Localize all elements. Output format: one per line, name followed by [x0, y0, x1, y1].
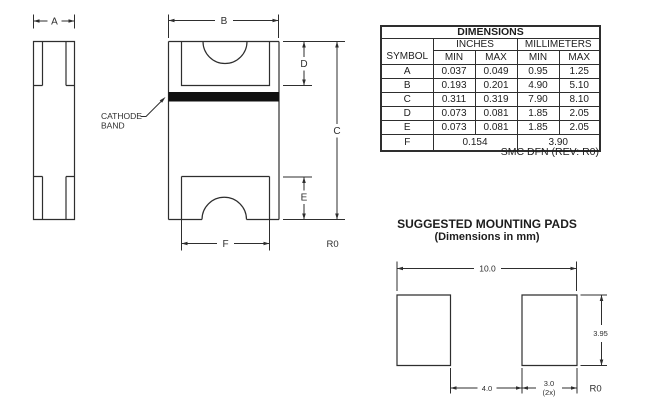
dim-f-label: F	[222, 239, 229, 250]
table-row	[381, 79, 600, 93]
dim-b-arrow-left	[169, 19, 175, 23]
mounting-pad-left	[397, 295, 451, 366]
dim-pad-height	[581, 295, 608, 366]
mounting-pads-title: SUGGESTED MOUNTING PADS	[397, 217, 577, 231]
dim-b	[169, 15, 279, 39]
mm-min-cell: 1.85	[517, 107, 559, 121]
in-min-cell: 0.037	[433, 65, 475, 79]
mm-max-cell: 2.05	[559, 107, 600, 121]
inches-value-cell: 0.154	[433, 135, 517, 152]
cathode-band-leader-line	[141, 99, 164, 117]
dim-pad-gap-arrow-right	[516, 386, 522, 390]
dim-c-arrow-down	[335, 214, 339, 220]
dim-d-arrow-down	[302, 80, 306, 86]
dim-pad-gap-arrow-left	[451, 386, 457, 390]
side-view-outline	[34, 42, 75, 220]
cathode-band-callout	[101, 97, 166, 131]
mounting-pad-right	[522, 295, 577, 366]
top-view	[101, 15, 345, 251]
dim-d-label: D	[300, 59, 308, 70]
inches-max-header: MAX	[475, 51, 517, 65]
symbol-cell: A	[381, 65, 433, 79]
in-max-cell: 0.201	[475, 79, 517, 93]
bottom-terminal-pad	[182, 177, 270, 220]
mm-min-cell: 0.95	[517, 65, 559, 79]
symbol-cell: E	[381, 121, 433, 135]
mm-min-cell: 4.90	[517, 79, 559, 93]
millimeters-header: MILLIMETERS	[517, 39, 600, 51]
dim-overall-width-arrow-right	[571, 267, 577, 271]
dim-e	[283, 177, 312, 220]
dim-b-arrow-right	[273, 19, 279, 23]
dim-c-label: C	[333, 126, 341, 137]
table-row	[381, 65, 600, 79]
in-min-cell: 0.073	[433, 107, 475, 121]
in-max-cell: 0.081	[475, 121, 517, 135]
side-view	[34, 15, 75, 220]
dim-d-arrow-up	[302, 42, 306, 48]
in-min-cell: 0.073	[433, 121, 475, 135]
symbol-cell: F	[381, 135, 433, 152]
dim-pad-width-arrow-right	[571, 386, 577, 390]
dim-c	[283, 42, 345, 220]
top-view-body-outline	[169, 42, 280, 220]
cathode-band	[169, 92, 280, 102]
mm-min-cell: 7.90	[517, 93, 559, 107]
table-row	[381, 107, 600, 121]
dim-pad-gap	[451, 368, 523, 394]
dim-pad-width-arrow-left	[522, 386, 528, 390]
dim-overall-width-label: 10.0	[479, 263, 496, 274]
mounting-pads-drawing	[397, 262, 608, 398]
cathode-band-label-line2: BAND	[101, 120, 125, 131]
dim-overall-width	[397, 262, 577, 292]
top-view-rev-note: R0	[326, 239, 339, 250]
in-max-cell: 0.049	[475, 65, 517, 79]
mm-max-header: MAX	[559, 51, 600, 65]
top-terminal-pad	[182, 42, 270, 86]
in-max-cell: 0.319	[475, 93, 517, 107]
mm-min-header: MIN	[517, 51, 559, 65]
dim-pad-height-arrow-down	[600, 360, 604, 366]
mm-value-cell: 3.90	[517, 135, 600, 152]
package-rev-footer: SMC DFN (REV: R0)	[500, 146, 599, 158]
dim-pad-width-qty-label: (2x)	[542, 388, 556, 397]
mm-max-cell: 2.05	[559, 121, 600, 135]
symbol-cell: C	[381, 93, 433, 107]
cathode-band-label-line1: CATHODE	[101, 111, 142, 121]
mm-max-cell: 5.10	[559, 79, 600, 93]
mm-max-cell: 8.10	[559, 93, 600, 107]
table-row	[381, 93, 600, 107]
dim-overall-width-arrow-left	[397, 267, 403, 271]
mounting-pads-subtitle: (Dimensions in mm)	[434, 231, 540, 243]
dim-pad-height-label: 3.95	[593, 329, 608, 338]
dim-a-arrow-right	[69, 19, 75, 23]
table-row	[381, 121, 600, 135]
dim-b-label: B	[220, 16, 228, 27]
symbol-cell: D	[381, 107, 433, 121]
dim-e-arrow-down	[302, 214, 306, 220]
dim-e-label: E	[300, 192, 308, 204]
in-min-cell: 0.193	[433, 79, 475, 93]
dim-a-arrow-left	[34, 19, 40, 23]
in-max-cell: 0.081	[475, 107, 517, 121]
dimensions-table	[380, 25, 601, 152]
dim-pad-width	[522, 368, 577, 397]
dim-f-arrow-left	[182, 242, 188, 246]
side-view-terminal-lines	[34, 42, 75, 220]
symbol-cell: B	[381, 79, 433, 93]
mounting-pads-rev-note: R0	[589, 383, 602, 395]
dimensions-table-title: DIMENSIONS	[381, 26, 600, 39]
mm-min-cell: 1.85	[517, 121, 559, 135]
dim-e-arrow-up	[302, 177, 306, 183]
inches-header: INCHES	[433, 39, 517, 51]
inches-min-header: MIN	[433, 51, 475, 65]
symbol-header: SYMBOL	[381, 39, 433, 65]
dim-f	[182, 220, 270, 251]
in-min-cell: 0.311	[433, 93, 475, 107]
dim-pad-gap-label: 4.0	[481, 384, 493, 393]
dim-pad-height-arrow-up	[600, 295, 604, 301]
dim-a	[34, 15, 75, 29]
dim-d	[283, 42, 312, 86]
dim-a-label: A	[51, 16, 58, 28]
mm-max-cell: 1.25	[559, 65, 600, 79]
dim-f-arrow-right	[264, 242, 270, 246]
dim-c-arrow-up	[335, 42, 339, 48]
dim-pad-width-label: 3.0	[543, 379, 555, 388]
